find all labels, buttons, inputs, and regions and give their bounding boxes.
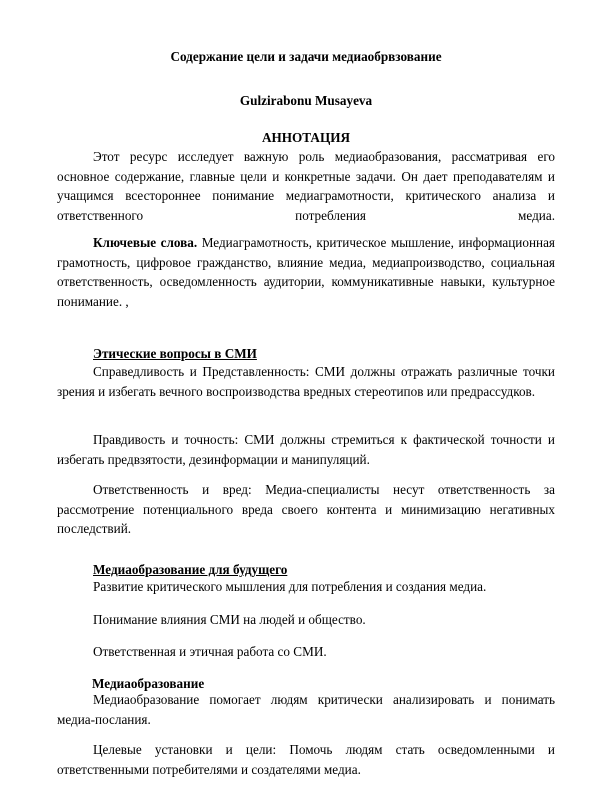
annotation-text: Этот ресурс исследует важную роль медиаобразования, рассматривая его основное содержание, главные цели и конкретные задачи. Он дает преподавателям и учащимся всестороннее понимание медиаграмотности, критического анализа и ответственного потребления медиа. [57,149,555,223]
future-item: Ответственная и этичная работа со СМИ. [93,644,327,659]
document-title: Содержание цели и задачи медиаобрвзование [170,49,442,64]
author-name: Gulzirabonu Musayeva [239,93,373,108]
ethics-paragraph: Справедливость и Представленность: СМИ должны отражать различные точки зрения и избегать вечного воспроизводства вредных стереотипов или предрассудков. [57,364,555,399]
ethics-paragraph: Правдивость и точность: СМИ должны стремиться к фактической точности и избегать предвзятости, дезинформации и манипуляций. [57,432,555,467]
media-education-paragraph: Медиаобразование помогает людям критически анализировать и понимать медиа-послания. [57,692,555,727]
ethics-heading: Этические вопросы в СМИ [93,346,257,361]
keywords-label: Ключевые слова. [93,235,198,250]
annotation-heading: АННОТАЦИЯ [262,130,350,145]
future-heading: Медиаобразование для будущего [93,562,288,577]
future-item: Развитие критического мышления для потребления и создания медиа. [93,579,487,594]
future-item: Понимание влияния СМИ на людей и общество. [93,612,366,627]
keywords-paragraph [57,233,555,311]
ethics-paragraph: Ответственность и вред: Медиа-специалисты несут ответственность за рассмотрение потенциального вреда своего контента и минимизацию негативных последствий. [57,482,555,536]
media-education-heading: Медиаобразование [92,676,205,691]
media-education-paragraph: Целевые установки и цели: Помочь людям стать осведомленными и ответственными потребителями и создателями медиа. [57,742,555,777]
keywords-text: Медиаграмотность, критическое мышление, информационная грамотность, цифровое гражданство, влияние медиа, медиапроизводство, социальная ответственность, осведомленность аудитории, коммуникативные навыки, культурное понимание. , [57,235,555,309]
